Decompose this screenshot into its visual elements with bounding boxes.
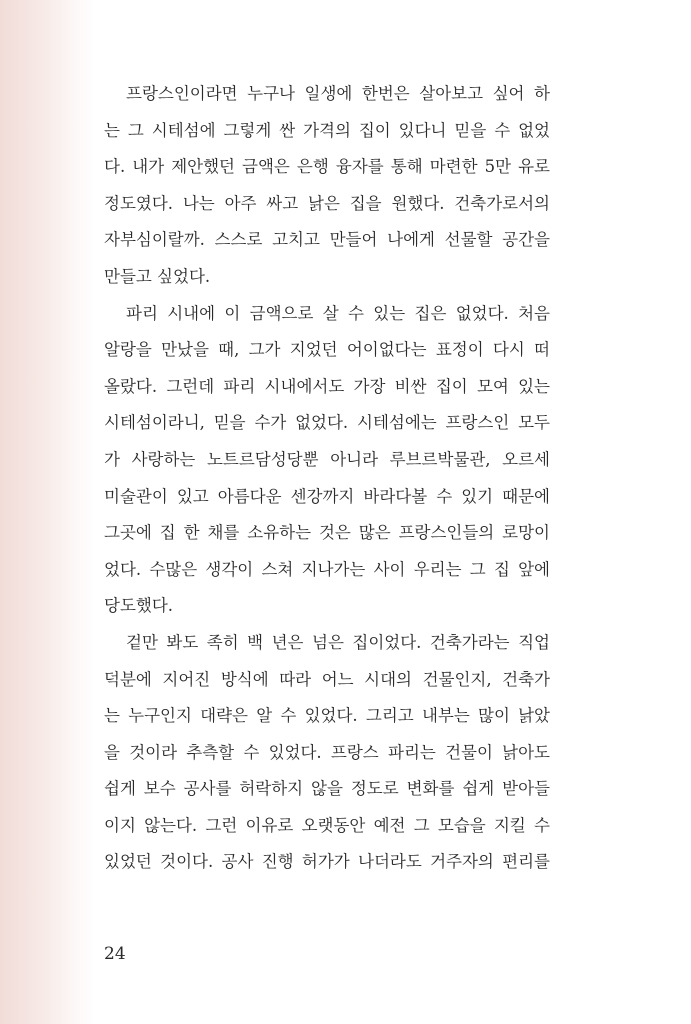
text-line: 가 사랑하는 노트르담성당뿐 아니라 루브르박물관, 오르세 xyxy=(104,449,550,469)
text-line: 이지 않는다. 그런 이유로 오랫동안 예전 그 모습을 지킬 수 xyxy=(104,815,550,835)
body-text xyxy=(104,76,550,881)
page-gutter-shade xyxy=(0,0,95,1024)
text-line: 미술관이 있고 아름다운 센강까지 바라다볼 수 있기 때문에 xyxy=(104,486,550,506)
text-line: 정도였다. 나는 아주 싸고 낡은 집을 원했다. 건축가로서의 xyxy=(104,193,550,213)
text-line: 다. 내가 제안했던 금액은 은행 융자를 통해 마련한 5만 유로 xyxy=(104,157,550,177)
text-line: 시테섬이라니, 믿을 수가 없었다. 시테섬에는 프랑스인 모두 xyxy=(104,413,550,433)
text-line: 었다. 수많은 생각이 스쳐 지나가는 사이 우리는 그 집 앞에 xyxy=(104,559,550,579)
paragraph-1 xyxy=(104,76,550,296)
page-number: 24 xyxy=(104,944,126,964)
text-line: 당도했다. xyxy=(104,596,174,616)
text-line: 는 누구인지 대략은 알 수 있었다. 그리고 내부는 많이 낡았 xyxy=(104,706,550,726)
text-line: 만들고 싶었다. xyxy=(104,266,211,286)
text-line: 프랑스인이라면 누구나 일생에 한번은 살아보고 싶어 하 xyxy=(126,84,550,103)
text-line: 쉽게 보수 공사를 허락하지 않을 정도로 변화를 쉽게 받아들 xyxy=(104,779,550,799)
text-line: 겉만 봐도 족히 백 년은 넘은 집이었다. 건축가라는 직업 xyxy=(126,632,550,652)
text-line: 자부심이랄까. 스스로 고치고 만들어 나에게 선물할 공간을 xyxy=(104,230,550,250)
paragraph-3 xyxy=(104,625,550,881)
text-line: 그곳에 집 한 채를 소유하는 것은 많은 프랑스인들의 로망이 xyxy=(104,523,550,543)
text-line: 덕분에 지어진 방식에 따라 어느 시대의 건물인지, 건축가 xyxy=(104,669,550,689)
text-line: 알랑을 만났을 때, 그가 지었던 어이없다는 표정이 다시 떠 xyxy=(104,340,550,360)
text-line: 을 것이라 추측할 수 있었다. 프랑스 파리는 건물이 낡아도 xyxy=(104,742,550,762)
paragraph-2 xyxy=(104,296,550,625)
text-line: 파리 시내에 이 금액으로 살 수 있는 집은 없었다. 처음 xyxy=(126,303,550,323)
text-line: 는 그 시테섬에 그렇게 싼 가격의 집이 있다니 믿을 수 없었 xyxy=(104,120,550,140)
text-line: 있었던 것이다. 공사 진행 허가가 나더라도 거주자의 편리를 xyxy=(104,852,550,872)
text-line: 올랐다. 그런데 파리 시내에서도 가장 비싼 집이 모여 있는 xyxy=(104,376,550,396)
